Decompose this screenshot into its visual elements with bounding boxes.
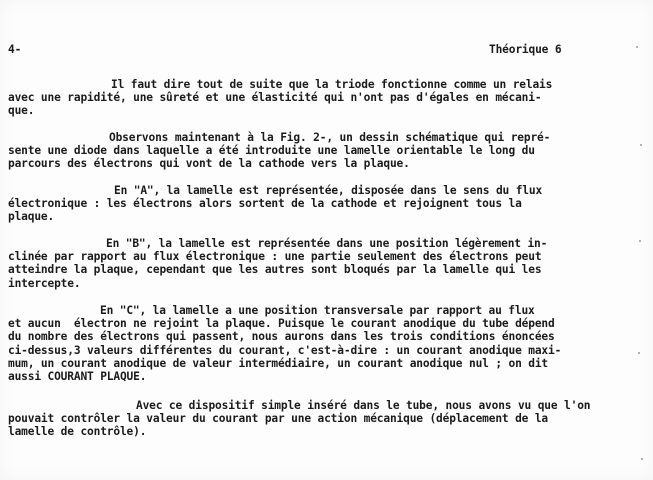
scan-speck xyxy=(639,240,641,242)
paragraph-case-c xyxy=(8,304,598,383)
text-line: et aucun électron ne rejoint la plaque. Puisque le courant anodique du tube dépend xyxy=(8,317,555,331)
scan-speck xyxy=(638,352,640,354)
text-line: lamelle de contrôle). xyxy=(8,425,147,439)
text-line: En "C", la lamelle a une position transversale par rapport au flux xyxy=(100,304,535,317)
text-line: En "B", la lamelle est représentée dans une position légèrement in- xyxy=(106,237,548,250)
text-line: ci-dessus,3 valeurs différentes du courant, c'est-à-dire : un courant anodique maxi- xyxy=(8,343,562,357)
text-line: avec une rapidité, une sûreté et une élasticité qui n'ont pas d'égales en mécani- xyxy=(8,91,542,105)
text-line: pouvait contrôler la valeur du courant par une action mécanique (déplacement de la xyxy=(8,412,549,426)
text-line: que. xyxy=(8,104,35,118)
paragraph-fig2-diode xyxy=(8,131,598,171)
scan-speck xyxy=(636,46,638,48)
scan-speck xyxy=(641,458,643,460)
text-line: plaque. xyxy=(8,210,55,224)
page-number: 4- xyxy=(8,43,22,56)
text-line: Observons maintenant à la Fig. 2-, un dessin schématique qui repré- xyxy=(109,131,551,144)
text-line: aussi COURANT PLAQUE. xyxy=(8,369,147,383)
text-line: En "A", la lamelle est représentée, disposée dans le sens du flux xyxy=(114,184,543,197)
paragraph-case-a xyxy=(8,184,598,224)
text-line: parcours des électrons qui vont de la cathode vers la plaque. xyxy=(8,157,410,171)
text-line: atteindre la plaque, cependant que les autres sont bloqués par la lamelle qui les xyxy=(8,263,542,277)
text-line: mum, un courant anodique de valeur intermédiaire, un courant anodique nul ; on dit xyxy=(8,356,549,370)
text-line: sente une diode dans laquelle a été introduite une lamelle orientable le long du xyxy=(8,144,535,158)
text-line: clinée par rapport au flux électronique : une partie seulement des électrons peut xyxy=(8,250,542,264)
paragraph-triode-relay xyxy=(8,78,598,118)
text-line: Avec ce dispositif simple inséré dans le tube, nous avons vu que l'on xyxy=(136,399,591,412)
text-line: du nombre des électrons qui passent, nous aurons dans les trois conditions énoncées xyxy=(8,330,555,344)
text-line: Il faut dire tout de suite que la triode fonctionne comme un relais xyxy=(111,78,553,91)
section-title: Théorique 6 xyxy=(489,43,562,56)
paragraph-conclusion xyxy=(8,399,598,439)
text-line: électronique : les électrons alors sortent de la cathode et rejoignent tous la xyxy=(8,197,522,211)
paragraph-case-b xyxy=(8,237,598,290)
text-line: intercepte. xyxy=(8,276,81,290)
scan-speck xyxy=(640,144,642,146)
